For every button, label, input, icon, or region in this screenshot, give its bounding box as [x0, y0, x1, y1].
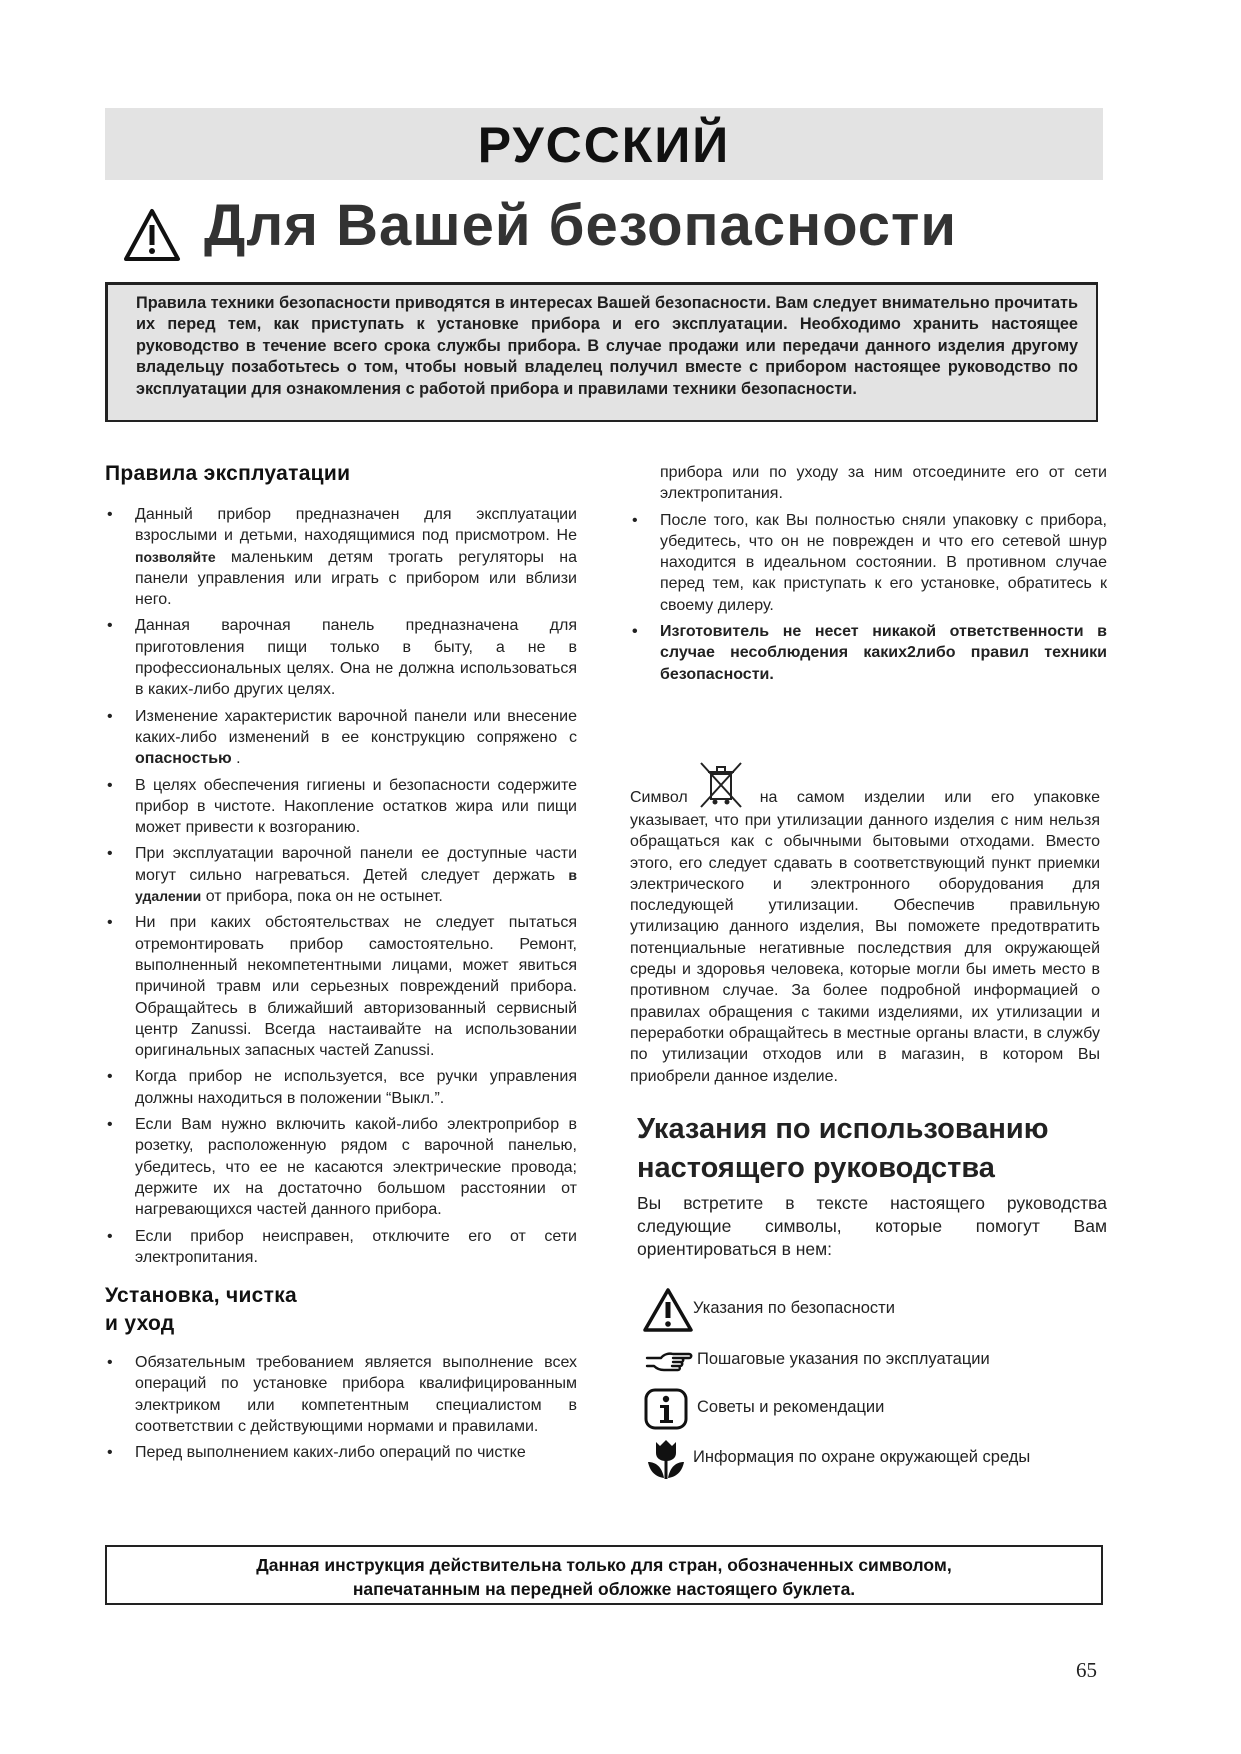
list-item: • Обязательным требованием является выполнение всех операций по установке прибора квалифицированным электриком или компетентным специалистом в соответствии с действующими нормами и правилами.: [105, 1352, 577, 1437]
left-column: [105, 460, 577, 1469]
list-item: • В целях обеспечения гигиены и безопасности содержите прибор в чистоте. Накопление остатков жира или пищи может привести к возгоранию.: [105, 775, 577, 839]
list-item: • Если прибор неисправен, отключите его от сети электропитания.: [105, 1226, 577, 1269]
legend-label: Советы и рекомендации: [697, 1398, 885, 1416]
language-title: РУССКИЙ: [477, 117, 731, 173]
footer-note-box: [105, 1545, 1103, 1605]
warning-triangle-icon: [642, 1287, 694, 1333]
footer-note-text: Данная инструкция действительна только для стран, обозначенных символом, напечатанным на передней обложке настоящего буклета.: [256, 1555, 952, 1599]
list-item: • Данный прибор предназначен для эксплуатации взрослыми и детьми, находящимися под присмотром. Не позволяйте маленьким детям трогать регуляторы на панели управления или играть с прибором или вблизи него.: [105, 504, 577, 610]
waste-paragraph: [630, 760, 1100, 1087]
legend-item-environment: [637, 1436, 1107, 1484]
list-item: • Ни при каких обстоятельствах не следует пытаться отремонтировать прибор самостоятельно. Ремонт, выполненный некомпетентными лицами, может явиться причиной травм или серьезных повреждений прибора. Обращайтесь в ближайший авторизованный сервисный центр Zanussi. Всегда настаивайте на использовании оригинальных запасных частей Zanussi.: [105, 912, 577, 1061]
legend-label: Указания по безопасности: [693, 1299, 895, 1317]
warning-triangle-icon: [123, 208, 181, 262]
language-banner: [105, 108, 1103, 180]
operation-heading: Правила эксплуатации: [105, 462, 351, 485]
list-item: • Изменение характеристик варочной панели или внесение каких-либо изменений в ее конструкцию сопряжено с опасностью .: [105, 706, 577, 770]
operation-list: [105, 504, 577, 1268]
right-column: [630, 462, 1107, 690]
list-item: • При эксплуатации варочной панели ее доступные части могут сильно нагреваться. Детей следует держать в удалении от прибора, пока он не остынет.: [105, 843, 577, 907]
list-item: • Если Вам нужно включить какой-либо электроприбор в розетку, расположенную рядом с варочной панелью, убедитесь, что ее не касаются электрические провода; держите их на достаточно большом расстоянии от нагревающихся частей данного прибора.: [105, 1114, 577, 1220]
waste-text: на самом изделии или его упаковке указывает, что при утилизации данного изделия с ним нельзя обращаться как с обычными бытовыми отходами. Вместо этого, его следует сдавать в соответствующий пункт приемки электрического и электронного оборудования для последующей утилизации. Обеспечив правильную утилизацию данного изделия, Вы поможете предотвратить потенциальные негативные последствия для окружающей среды и здоровья человека, которые могли бы иметь место в противном случае. За более подробной информацией о правилах обращения с такими изделиями, их утилизации и переработки обращайтесь в местные органы власти, в службу по утилизации отходов или в магазин, в котором Вы приобрели данное изделие.: [630, 789, 1100, 1085]
info-icon: [642, 1386, 694, 1432]
installation-list-continued: [630, 510, 1107, 685]
legend-item-steps: [637, 1338, 1107, 1386]
intro-text: Правила техники безопасности приводятся в интересах Вашей безопасности. Вам следует внимательно прочитать их перед тем, как приступать к установке прибора и его эксплуатации. Необходимо хранить настоящее руководство в течение всего срока службы прибора. В случае продажи или передачи данного изделия другому владельцу позаботьтесь о том, чтобы новый владелец получил вместе с прибором настоящее руководство по эксплуатации для ознакомления с работой прибора и правилами техники безопасности.: [136, 294, 1078, 398]
legend-label: Пошаговые указания по эксплуатации: [697, 1350, 990, 1368]
legend-label: Информация по охране окружающей среды: [693, 1448, 1031, 1466]
list-item-continuation: прибора или по уходу за ним отсоедините его от сети электропитания.: [660, 464, 1107, 503]
list-item: • Перед выполнением каких-либо операций по чистке: [105, 1442, 577, 1463]
list-item: • Изготовитель не несет никакой ответственности в случае несоблюдения каких2либо правил техники безопасности.: [630, 621, 1107, 685]
waste-symbol-word: Символ: [630, 789, 688, 806]
list-item: • После того, как Вы полностью сняли упаковку с прибора, убедитесь, что он не поврежден и что его сетевой шнур находится в идеальном состоянии. В противном случае перед тем, как приступать к его установке, обратитесь к своему дилеру.: [630, 510, 1107, 616]
guide-heading: Указания по использованию настоящего руководства: [637, 1113, 1049, 1184]
legend-item-tips: [637, 1386, 1107, 1434]
flower-icon: [642, 1436, 694, 1482]
legend-item-safety: [637, 1287, 1107, 1335]
guide-text: Вы встретите в тексте настоящего руководства следующие символы, которые помогут Вам ориентироваться в нем:: [637, 1193, 1107, 1259]
crossed-out-bin-icon: [696, 760, 746, 810]
page-number: 65: [1076, 1658, 1097, 1682]
installation-heading: Установка, чистка и уход: [105, 1284, 298, 1336]
list-item: • Данная варочная панель предназначена для приготовления пищи только в быту, а не в профессиональных целях. Она не должна использоваться в каких-либо других целях.: [105, 615, 577, 700]
intro-box: [105, 282, 1098, 422]
pointing-hand-icon: [642, 1338, 694, 1384]
section-title: Для Вашей безопасности: [204, 193, 958, 258]
section-title-row: [120, 190, 1110, 270]
installation-list: [105, 1352, 577, 1463]
list-item: • Когда прибор не используется, все ручки управления должны находиться в положении “Выкл.”.: [105, 1066, 577, 1109]
